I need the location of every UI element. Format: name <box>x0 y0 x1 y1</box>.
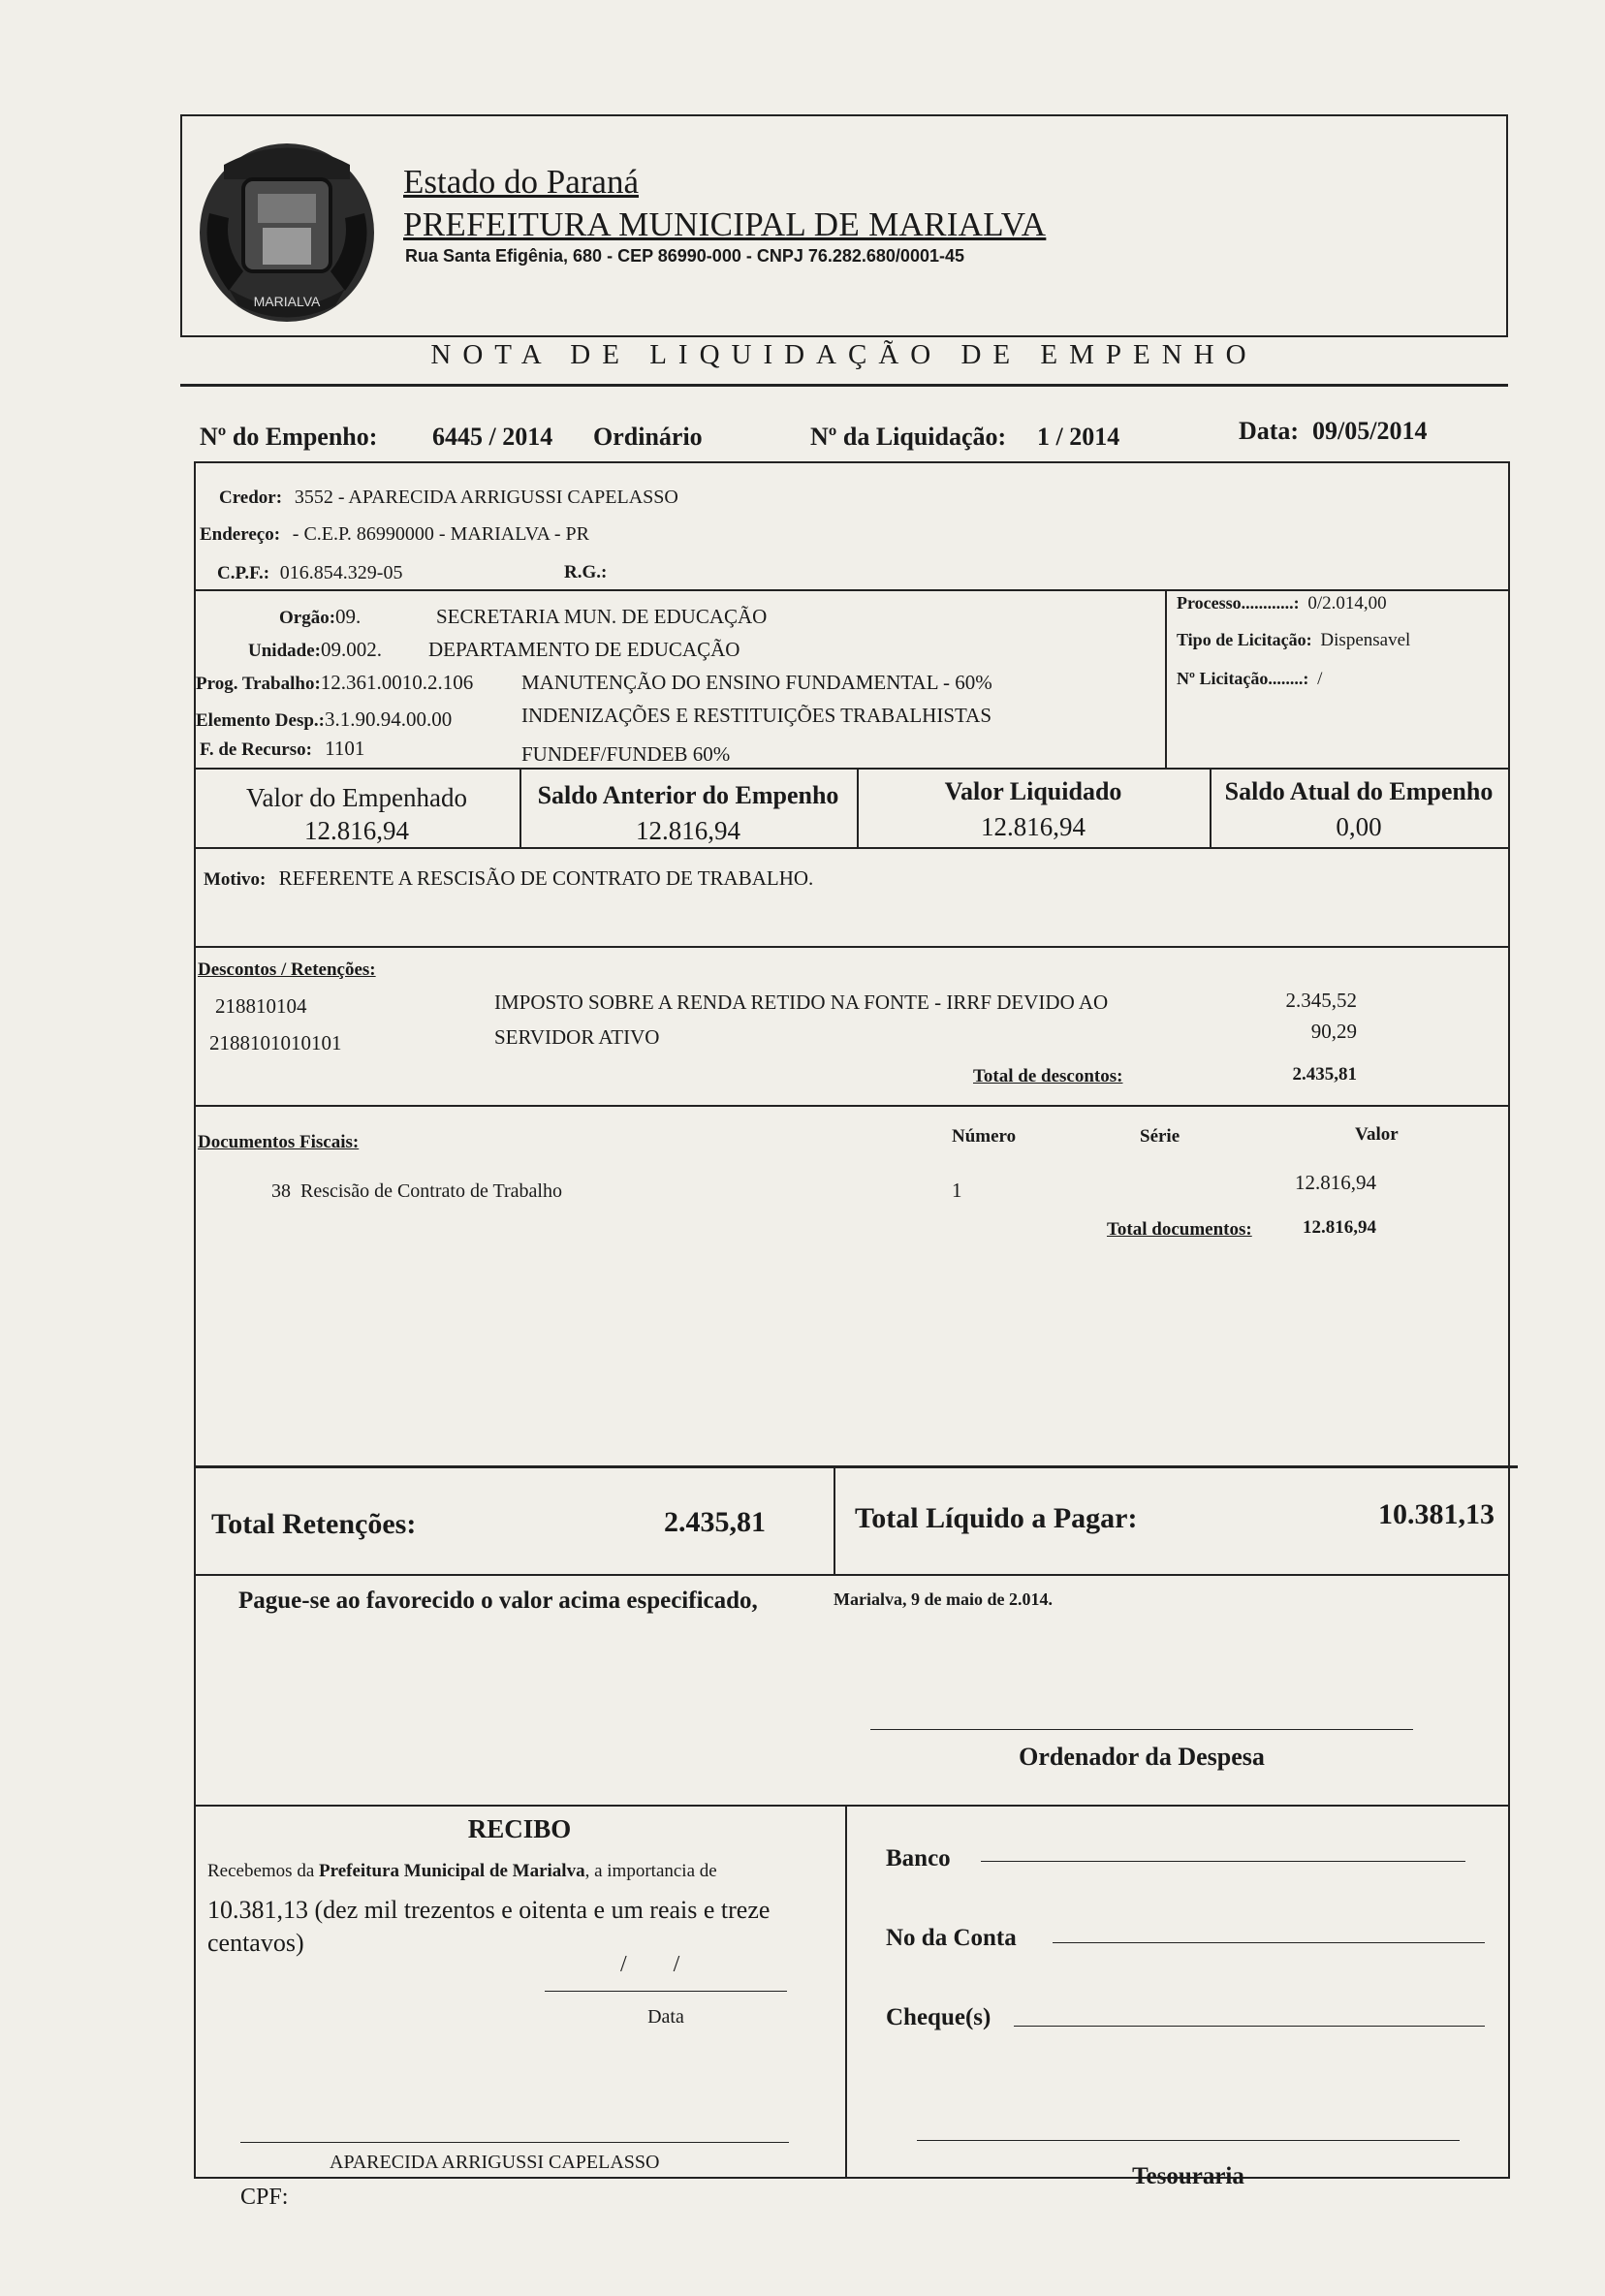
desconto-desc-line1: IMPOSTO SOBRE A RENDA RETIDO NA FONTE - IRRF DEVIDO AO <box>494 991 1109 1014</box>
num-licitacao-row <box>1177 669 1322 690</box>
ordenador-signature-line <box>870 1729 1413 1730</box>
valor-liquidado-value: 12.816,94 <box>981 812 1086 841</box>
recibo-data-line <box>545 1991 787 1992</box>
elemento-label: Elemento Desp.: <box>196 710 325 731</box>
descontos-title: Descontos / Retenções: <box>198 959 376 980</box>
recibo-top-rule <box>194 1805 1510 1807</box>
documento-valor: 12.816,94 <box>1295 1171 1376 1194</box>
tipo-licitacao-value: Dispensavel <box>1320 630 1411 650</box>
recibo-title: RECIBO <box>467 1814 572 1843</box>
tipo-licitacao-row <box>1177 630 1410 651</box>
credor-row <box>219 487 678 509</box>
total-liquido-label: Total Líquido a Pagar: <box>855 1502 1138 1534</box>
total-liquido-value: 10.381,13 <box>1378 1498 1495 1530</box>
total-descontos-value: 2.435,81 <box>1292 1064 1357 1085</box>
col-serie: Série <box>1140 1126 1180 1147</box>
motivo-row <box>204 866 813 891</box>
prefeitura-address: Rua Santa Efigênia, 680 - CEP 86990-000 - CNPJ 76.282.680/0001-45 <box>405 246 964 266</box>
processo-row <box>1177 593 1387 614</box>
recibo-line1-c: , a importancia de <box>584 1861 717 1881</box>
total-documentos-value: 12.816,94 <box>1303 1217 1376 1238</box>
documento-desc: 38 Rescisão de Contrato de Trabalho <box>271 1180 562 1202</box>
credor-label: Credor: <box>219 488 283 508</box>
pague-local-data: Marialva, 9 de maio de 2.014. <box>834 1589 1053 1609</box>
state-name: Estado do Paraná <box>403 163 639 201</box>
credor-top-rule <box>194 461 1510 463</box>
total-documentos-label: Total documentos: <box>1107 1219 1252 1240</box>
totais-top-rule <box>194 1465 1518 1468</box>
fonte-desc: FUNDEF/FUNDEB 60% <box>521 742 731 766</box>
seal-text: MARIALVA <box>253 294 321 309</box>
valor-empenhado-label: Valor do Empenhado <box>246 783 467 812</box>
liquidacao-number: 1 / 2014 <box>1037 423 1120 451</box>
liquidacao-label: Nº da Liquidação: <box>810 423 1007 451</box>
valor-liquidado-label: Valor Liquidado <box>944 777 1122 805</box>
motivo-label: Motivo: <box>204 869 267 890</box>
desconto-value-2: 90,29 <box>1310 1020 1357 1043</box>
unidade-code: 09.002. <box>320 638 382 661</box>
fonte-row <box>200 737 364 761</box>
cheque-line <box>1014 2026 1485 2027</box>
valor-empenhado-value: 12.816,94 <box>304 816 409 845</box>
empenho-type: Ordinário <box>593 423 703 451</box>
date-value: 09/05/2014 <box>1312 417 1428 445</box>
recibo-cpf-label: CPF: <box>240 2185 289 2210</box>
saldo-atual-value: 0,00 <box>1336 812 1382 841</box>
totais-bottom-rule <box>194 1574 1510 1576</box>
prefeitura-name: PREFEITURA MUNICIPAL DE MARIALVA <box>403 205 1047 243</box>
orgao-code: 09. <box>335 605 362 628</box>
unidade-row <box>248 638 382 662</box>
recibo-line1 <box>207 1861 717 1882</box>
total-descontos-label: Total de descontos: <box>973 1066 1123 1086</box>
banco-label: Banco <box>886 1845 951 1871</box>
unidade-label: Unidade: <box>248 641 321 661</box>
prog-row <box>196 671 473 695</box>
endereco-label: Endereço: <box>200 524 281 545</box>
orgao-row <box>279 605 361 629</box>
elemento-code: 3.1.90.94.00.00 <box>324 708 453 731</box>
fonte-code: 1101 <box>325 737 365 760</box>
recibo-data-slashes: / / <box>620 1952 680 1977</box>
total-retencoes-label: Total Retenções: <box>211 1508 417 1540</box>
saldo-anterior-value: 12.816,94 <box>636 816 740 845</box>
date-label: Data: <box>1239 417 1300 445</box>
col-numero: Número <box>952 1126 1017 1147</box>
title-bottom-rule <box>180 384 1508 387</box>
municipal-coat-of-arms <box>190 126 384 330</box>
desconto-desc-line2: SERVIDOR ATIVO <box>494 1025 660 1049</box>
conta-label: No da Conta <box>886 1925 1017 1951</box>
title-top-rule <box>180 335 1508 337</box>
conta-line <box>1053 1942 1485 1943</box>
saldo-anterior-label: Saldo Anterior do Empenho <box>537 781 839 809</box>
valores-bottom-rule <box>194 847 1510 849</box>
fonte-label: F. de Recurso: <box>200 739 312 760</box>
orgao-desc: SECRETARIA MUN. DE EDUCAÇÃO <box>436 605 768 628</box>
cpf-label: C.P.F.: <box>217 563 270 583</box>
processo-value: 0/2.014,00 <box>1307 593 1387 613</box>
prog-label: Prog. Trabalho: <box>196 674 321 694</box>
recibo-signature-line <box>240 2142 789 2143</box>
document-title: NOTA DE LIQUIDAÇÃO DE EMPENHO <box>430 339 1258 370</box>
total-retencoes-value: 2.435,81 <box>664 1506 766 1538</box>
ordenador-label: Ordenador da Despesa <box>1019 1743 1265 1771</box>
num-licitacao-value: / <box>1317 669 1323 689</box>
credor-value: 3552 - APARECIDA ARRIGUSSI CAPELASSO <box>294 487 678 508</box>
unidade-desc: DEPARTAMENTO DE EDUCAÇÃO <box>428 638 740 661</box>
cheque-label: Cheque(s) <box>886 2004 991 2030</box>
totais-divider <box>834 1465 835 1576</box>
col-valor: Valor <box>1355 1124 1399 1145</box>
empenho-number: 6445 / 2014 <box>432 423 553 451</box>
documento-numero: 1 <box>952 1179 962 1202</box>
cpf-value: 016.854.329-05 <box>279 562 403 583</box>
documentos-title: Documentos Fiscais: <box>198 1132 360 1152</box>
rg-label: R.G.: <box>564 562 608 582</box>
recibo-data-label: Data <box>647 2006 684 2028</box>
valores-top-rule <box>194 768 1510 770</box>
recibo-assinante: APARECIDA ARRIGUSSI CAPELASSO <box>330 2152 660 2173</box>
desconto-code-1: 218810104 <box>215 994 307 1018</box>
num-licitacao-label: Nº Licitação........: <box>1177 669 1309 688</box>
elemento-row <box>196 708 452 732</box>
recibo-divider <box>845 1805 847 2177</box>
desconto-code-2: 2188101010101 <box>209 1031 342 1054</box>
banco-line <box>981 1861 1465 1862</box>
motivo-value: REFERENTE A RESCISÃO DE CONTRATO DE TRABALHO. <box>278 866 814 890</box>
processo-label: Processo............: <box>1177 593 1300 613</box>
classificacao-top-rule <box>194 589 1510 591</box>
descontos-top-rule <box>194 946 1510 948</box>
empenho-label: Nº do Empenho: <box>200 423 378 451</box>
recibo-valor-extenso: 10.381,13 (dez mil trezentos e oitenta e um reais e treze centavos) <box>207 1896 771 1957</box>
tipo-licitacao-label: Tipo de Licitação: <box>1177 630 1312 649</box>
documentos-top-rule <box>194 1105 1510 1107</box>
endereco-row <box>200 523 589 546</box>
prog-desc: MANUTENÇÃO DO ENSINO FUNDAMENTAL - 60% <box>521 671 992 694</box>
orgao-label: Orgão: <box>279 608 336 628</box>
recibo-line1-b: Prefeitura Municipal de Marialva <box>319 1861 585 1881</box>
cpf-row <box>217 562 402 584</box>
tesouraria-signature-line <box>917 2140 1460 2141</box>
frame-right <box>1508 461 1510 2177</box>
pague-text: Pague-se ao favorecido o valor acima especificado, <box>238 1588 758 1614</box>
tesouraria-label: Tesouraria <box>1132 2163 1244 2189</box>
processo-divider <box>1165 589 1167 768</box>
desconto-value-1: 2.345,52 <box>1285 989 1357 1012</box>
recibo-line1-a: Recebemos da <box>207 1861 320 1881</box>
saldo-atual-label: Saldo Atual do Empenho <box>1224 777 1494 805</box>
endereco-value: - C.E.P. 86990000 - MARIALVA - PR <box>292 523 589 545</box>
elemento-desc: INDENIZAÇÕES E RESTITUIÇÕES TRABALHISTAS <box>521 704 992 727</box>
prog-code: 12.361.0010.2.106 <box>320 671 474 694</box>
